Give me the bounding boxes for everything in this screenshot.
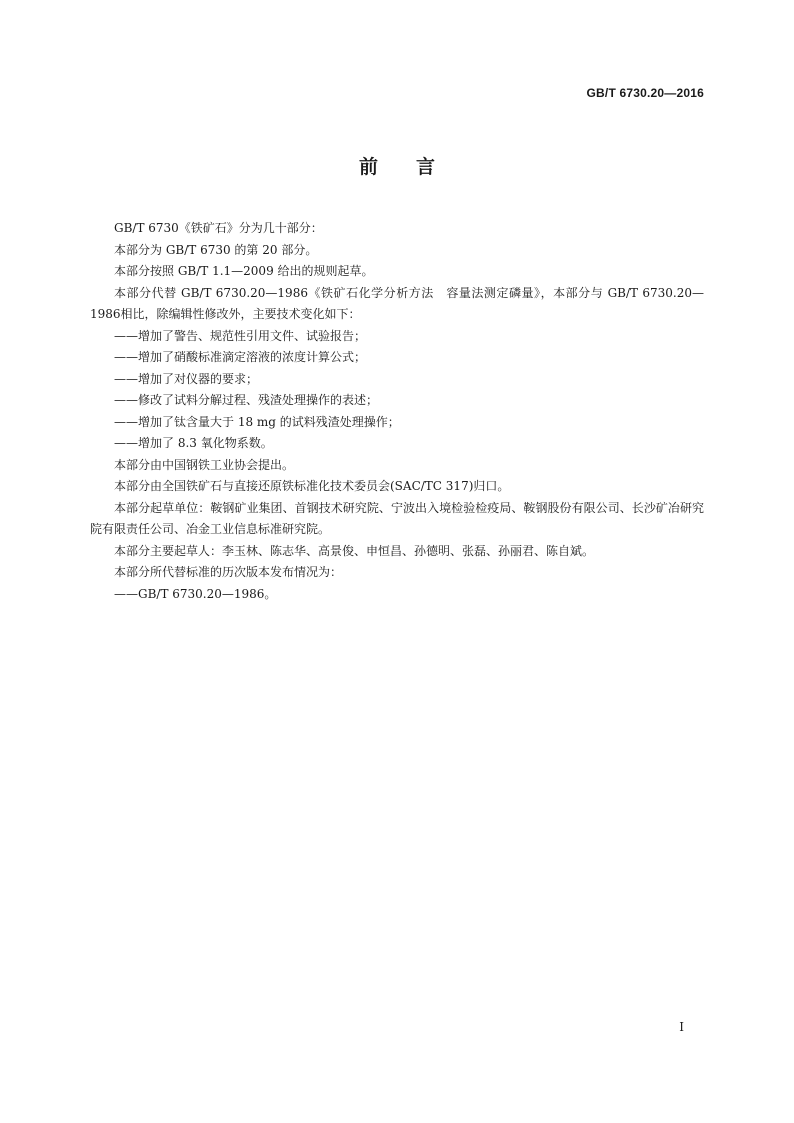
standard-number: GB/T 6730.20—2016 [586,86,704,100]
paragraph-part-number: 本部分为 GB/T 6730 的第 20 部分。 [114,242,318,257]
paragraph-drafters: 本部分主要起草人：李玉林、陈志华、高景俊、申恒昌、孙德明、张磊、孙丽君、陈自斌。 [114,543,595,558]
list-item-history: ——GB/T 6730.20—1986。 [114,586,277,601]
list-item-change: ——增加了硝酸标准滴定溶液的浓度计算公式； [114,350,367,364]
foreword-body [90,218,704,605]
list-item-change: ——修改了试料分解过程、残渣处理操作的表述； [114,393,379,407]
list-item-change: ——增加了对仪器的要求； [114,371,259,386]
paragraph-drafting-rules: 本部分按照 GB/T 1.1—2009 给出的规则起草。 [114,264,374,278]
list-item-change: ——增加了警告、规范性引用文件、试验报告； [114,328,367,343]
paragraph-drafting-units: 本部分起草单位：鞍钢矿业集团、首钢技术研究院、宁波出入境检验检疫局、鞍钢股份有限公司、长沙矿冶研究院有限责任公司、冶金工业信息标准研究院。 [90,500,704,536]
paragraph-proposer: 本部分由中国钢铁工业协会提出。 [114,457,295,472]
paragraph-committee: 本部分由全国铁矿石与直接还原铁标准化技术委员会(SAC/TC 317)归口。 [114,479,510,493]
paragraph-history-intro: 本部分所代替标准的历次版本发布情况为： [114,565,343,579]
list-item-change: ——增加了 8.3 氧化物系数。 [114,436,273,450]
list-item-change: ——增加了钛含量大于 18 mg 的试料残渣处理操作； [114,414,400,429]
paragraph-replacement: 本部分代替 GB/T 6730.20—1986《铁矿石化学分析方法 容量法测定磷量》，本部分与 GB/T 6730.20—1986相比，除编辑性修改外，主要技术变化如下： [90,285,704,321]
page-number: I [679,1020,684,1034]
paragraph-parts-overview: GB/T 6730《铁矿石》分为几十部分： [114,221,323,235]
page-title: 前言 [358,156,473,178]
